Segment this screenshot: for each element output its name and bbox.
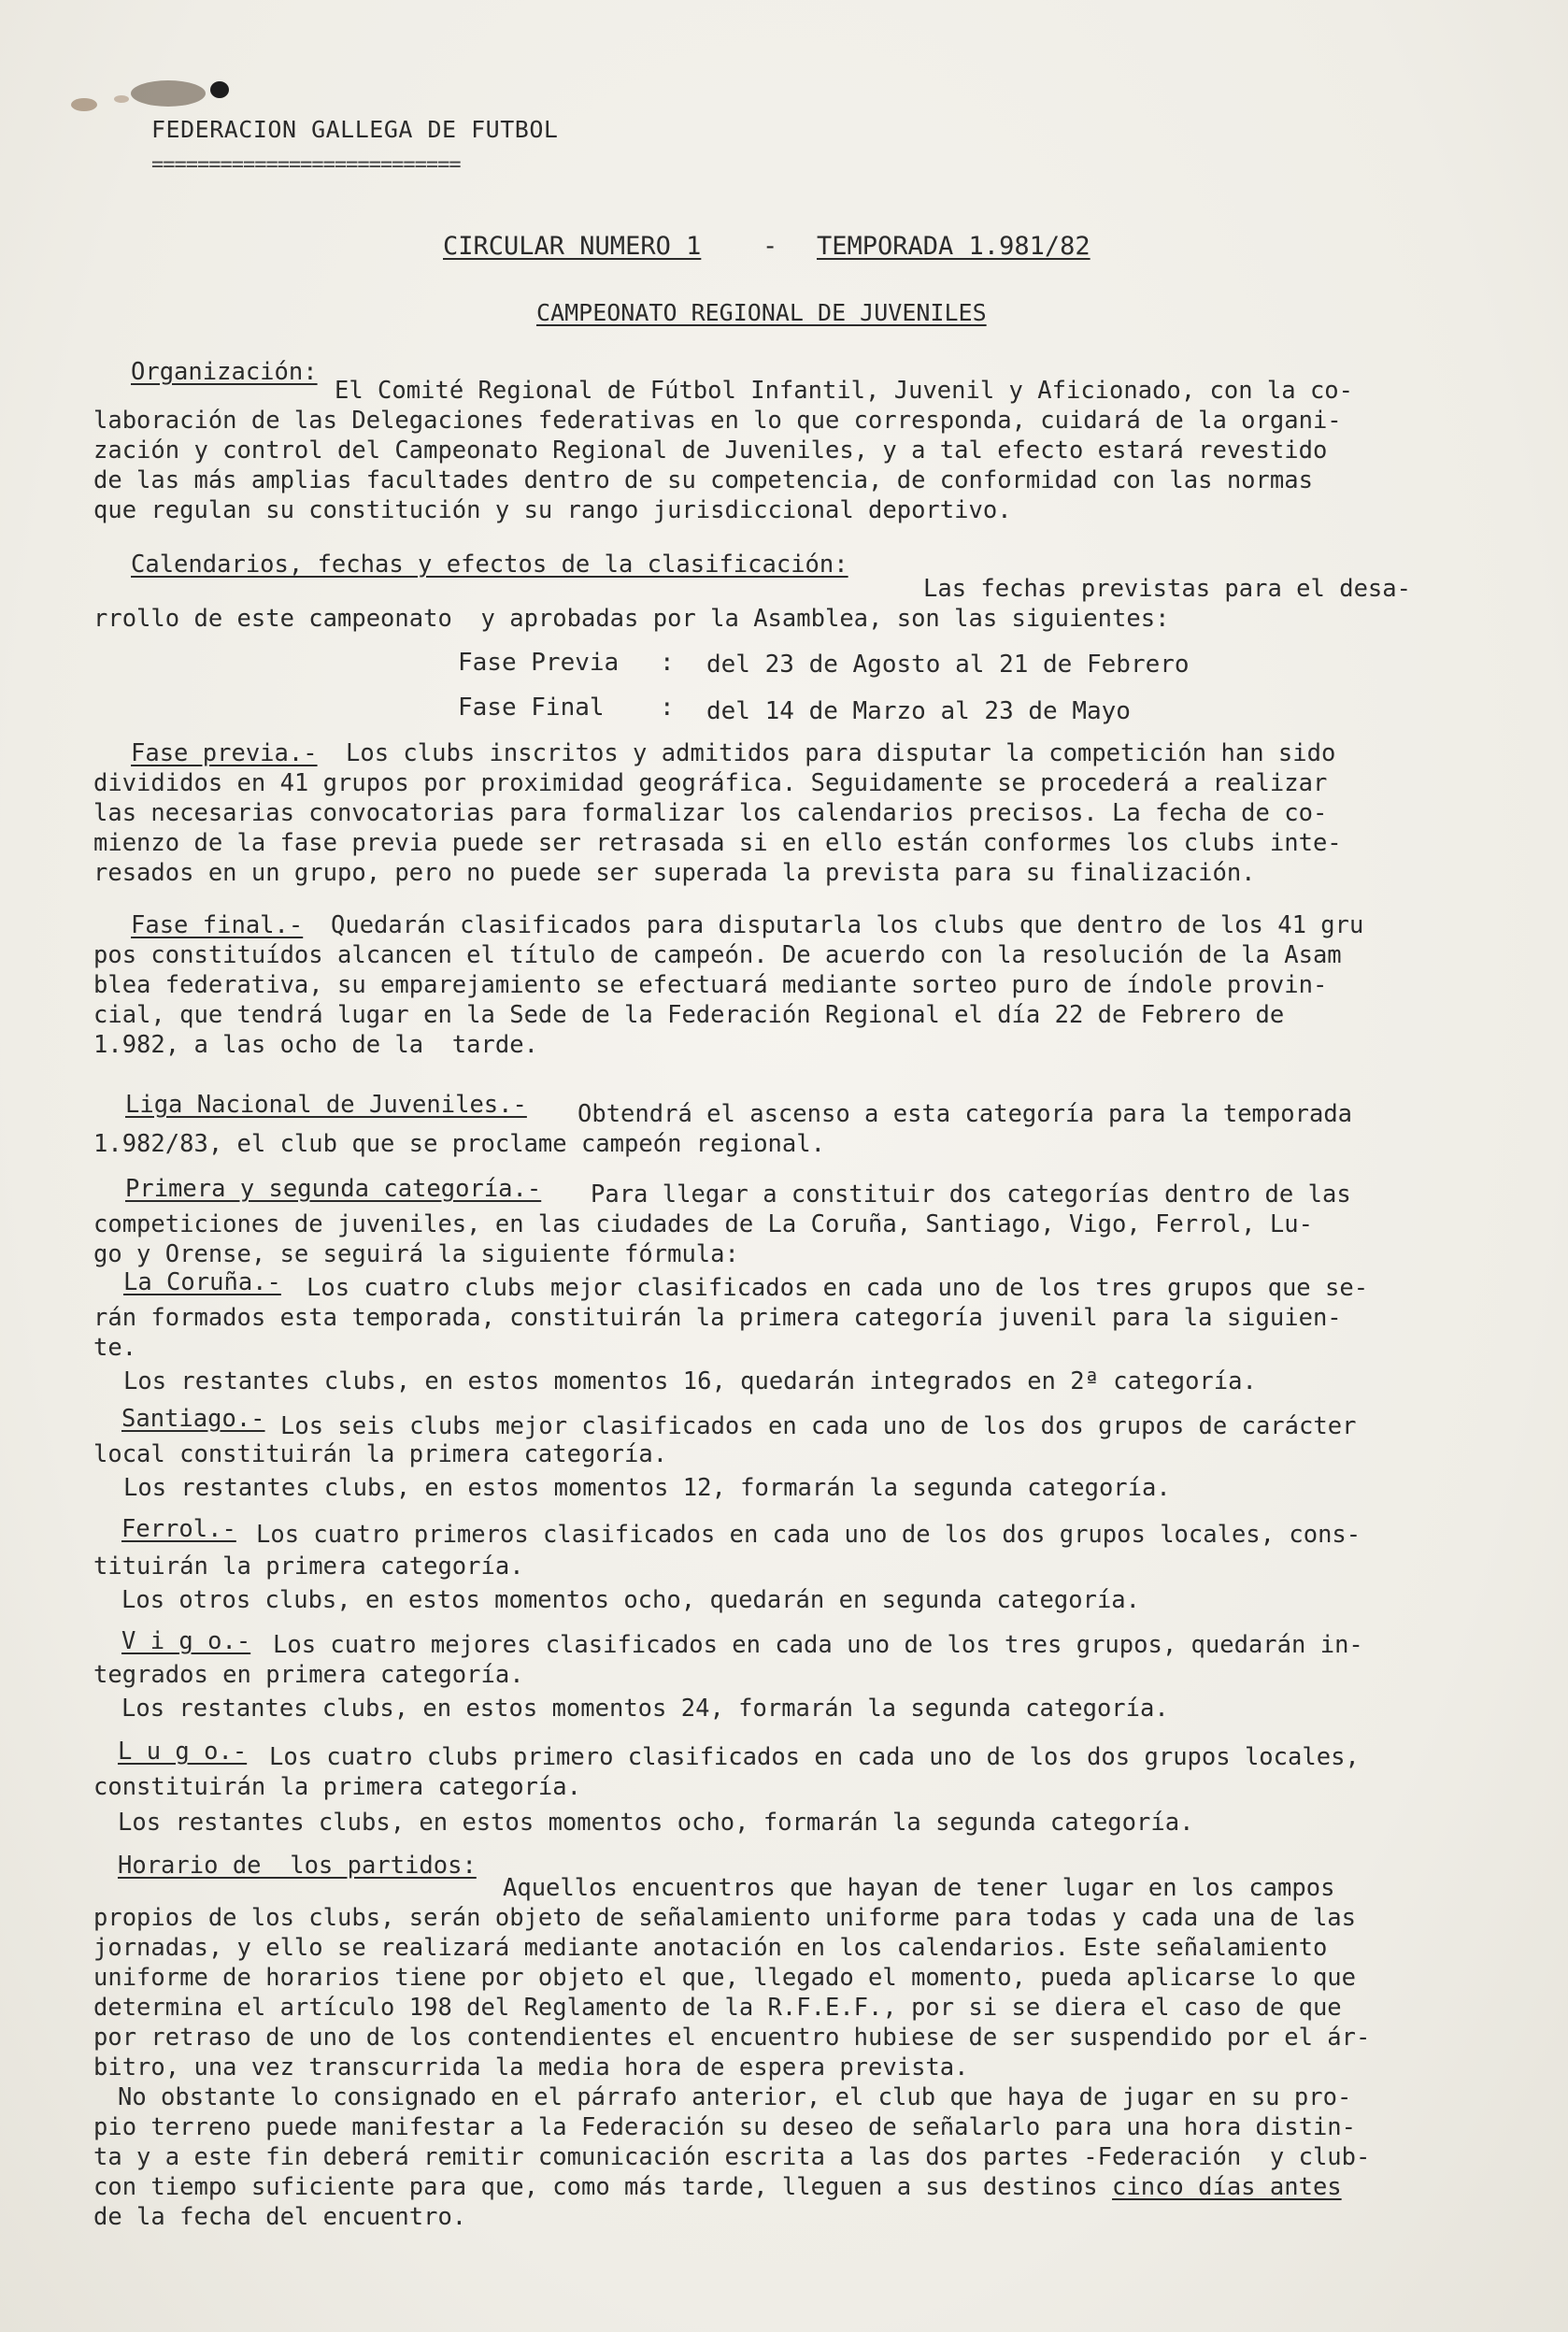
section-heading-categorias: Primera y segunda categoría.- (125, 1175, 542, 1203)
section-heading-fase-previa: Fase previa.- (131, 739, 318, 767)
document-title: CAMPEONATO REGIONAL DE JUVENILES (536, 299, 987, 326)
paragraph-line: tituirán la primera categoría. (93, 1552, 524, 1581)
paragraph-line: divididos en 41 grupos por proximidad geográfica. Seguidamente se procederá a realizar (93, 769, 1328, 797)
paragraph-line: 1.982, a las ocho de la tarde. (93, 1031, 538, 1059)
paragraph-line: Las fechas previstas para el desa- (923, 575, 1411, 603)
paragraph-line: te. (93, 1334, 137, 1362)
paragraph-line: de las más amplias facultades dentro de su competencia, de conformidad con las normas (93, 466, 1313, 494)
fase-final-dates: del 14 de Marzo al 23 de Mayo (706, 697, 1131, 725)
deadline-phrase: cinco días antes (1112, 2173, 1342, 2201)
paragraph-line: Los restantes clubs, en estos momentos ocho, formarán la segunda categoría. (118, 1809, 1194, 1837)
paragraph-line: que regulan su constitución y su rango jurisdiccional deportivo. (93, 496, 1012, 524)
section-heading-santiago: Santiago.- (121, 1405, 265, 1433)
paragraph-line: uniforme de horarios tiene por objeto el que, llegado el momento, pueda aplicarse lo que (93, 1964, 1357, 1992)
section-heading-calendarios: Calendarios, fechas y efectos de la clasificación: (131, 551, 848, 579)
circular-season: TEMPORADA 1.981/82 (817, 232, 1090, 261)
paragraph-line: Los cuatro clubs primero clasificados en cada uno de los dos grupos locales, (269, 1743, 1360, 1771)
paragraph-line: Obtendrá el ascenso a esta categoría para la temporada (577, 1100, 1353, 1128)
section-heading-lugo: L u g o.- (118, 1738, 248, 1766)
paragraph-line: Aquellos encuentros que hayan de tener lugar en los campos (503, 1874, 1335, 1902)
paragraph-line: Los otros clubs, en estos momentos ocho, quedarán en segunda categoría. (121, 1586, 1141, 1614)
section-heading-liga-nacional: Liga Nacional de Juveniles.- (125, 1091, 527, 1119)
paragraph-line: mienzo de la fase previa puede ser retrasada si en ello están conformes los clubs inte- (93, 829, 1342, 857)
circular-dash: - (763, 232, 778, 261)
fase-final-label: Fase Final (458, 694, 605, 722)
paragraph-line: blea federativa, su emparejamiento se efectuará mediante sorteo puro de índole provin- (93, 971, 1328, 999)
paragraph-line: tegrados en primera categoría. (93, 1661, 524, 1689)
paragraph-line: rán formados esta temporada, constituirán la primera categoría juvenil para la siguien- (93, 1304, 1342, 1332)
paragraph-line: Los cuatro clubs mejor clasificados en cada uno de los tres grupos que se- (306, 1274, 1369, 1302)
paragraph-line: rrollo de este campeonato y aprobadas por la Asamblea, son las siguientes: (93, 605, 1170, 633)
section-heading-la-coruna: La Coruña.- (123, 1268, 281, 1296)
paragraph-line: local constituirán la primera categoría. (93, 1440, 668, 1468)
paragraph-line: 1.982/83, el club que se proclame campeón regional. (93, 1130, 825, 1158)
paragraph-line: El Comité Regional de Fútbol Infantil, Juvenil y Aficionado, con la co- (335, 377, 1354, 405)
paragraph-line: pio terreno puede manifestar a la Federación su deseo de señalarlo para una hora distin- (93, 2113, 1357, 2141)
paragraph-line: Los cuatro primeros clasificados en cada uno de los dos grupos locales, cons- (256, 1521, 1361, 1549)
paragraph-line: las necesarias convocatorias para formalizar los calendarios precisos. La fecha de co- (93, 799, 1328, 827)
fase-previa-separator: : (660, 649, 675, 677)
paragraph-line: constituirán la primera categoría. (93, 1773, 581, 1801)
paragraph-line: Quedarán clasificados para disputarla los clubs que dentro de los 41 gru (331, 911, 1364, 939)
paragraph-line: con tiempo suficiente para que, como más tarde, lleguen a sus destinos cinco días antes (93, 2173, 1342, 2201)
section-heading-horario: Horario de los partidos: (118, 1852, 477, 1880)
organization-underline: =========================== (151, 153, 461, 177)
paragraph-line: Para llegar a constituir dos categorías dentro de las (591, 1180, 1351, 1209)
fase-previa-label: Fase Previa (458, 649, 620, 677)
paragraph-line: Los restantes clubs, en estos momentos 24, formarán la segunda categoría. (121, 1695, 1169, 1723)
paragraph-line: ta y a este fin deberá remitir comunicación escrita a las dos partes -Federación y club- (93, 2143, 1371, 2171)
paragraph-line: competiciones de juveniles, en las ciudades de La Coruña, Santiago, Vigo, Ferrol, Lu- (93, 1210, 1313, 1238)
paragraph-line: por retraso de uno de los contendientes el encuentro hubiese de ser suspendido por el ár- (93, 2024, 1371, 2052)
section-heading-ferrol: Ferrol.- (121, 1515, 236, 1543)
paragraph-line: Los clubs inscritos y admitidos para disputar la competición han sido (346, 739, 1336, 767)
paragraph-line: pos constituídos alcancen el título de campeón. De acuerdo con la resolución de la Asam (93, 941, 1342, 969)
paragraph-line: jornadas, y ello se realizará mediante anotación en los calendarios. Este señalamiento (93, 1934, 1328, 1962)
paragraph-line: Los seis clubs mejor clasificados en cada uno de los dos grupos de carácter (280, 1412, 1357, 1440)
fase-final-separator: : (660, 694, 675, 722)
paragraph-line: go y Orense, se seguirá la siguiente fórmula: (93, 1240, 739, 1268)
paragraph-line: laboración de las Delegaciones federativas en lo que corresponda, cuidará de la organi- (93, 407, 1342, 435)
circular-number: CIRCULAR NUMERO 1 (443, 232, 702, 261)
organization-name: FEDERACION GALLEGA DE FUTBOL (151, 116, 559, 143)
paragraph-line: No obstante lo consignado en el párrafo anterior, el club que haya de jugar en su pro- (118, 2083, 1352, 2111)
paragraph-line: bitro, una vez transcurrida la media hora de espera prevista. (93, 2053, 969, 2082)
paragraph-line: de la fecha del encuentro. (93, 2203, 467, 2231)
paragraph-line: propios de los clubs, serán objeto de señalamiento uniforme para todas y cada una de las (93, 1904, 1357, 1932)
paragraph-line: Los restantes clubs, en estos momentos 12, formarán la segunda categoría. (123, 1474, 1171, 1502)
paragraph-line: Los cuatro mejores clasificados en cada uno de los tres grupos, quedarán in- (273, 1631, 1363, 1659)
paragraph-line: determina el artículo 198 del Reglamento de la R.F.E.F., por si se diera el caso de que (93, 1994, 1342, 2022)
paragraph-line: zación y control del Campeonato Regional de Juveniles, y a tal efecto estará revestido (93, 436, 1328, 465)
paragraph-line: Los restantes clubs, en estos momentos 16, quedarán integrados en 2ª categoría. (123, 1367, 1257, 1395)
section-heading-organizacion: Organización: (131, 358, 318, 386)
paragraph-line: resados en un grupo, pero no puede ser superada la prevista para su finalización. (93, 859, 1256, 887)
paragraph-line: cial, que tendrá lugar en la Sede de la Federación Regional el día 22 de Febrero de (93, 1001, 1285, 1029)
fase-previa-dates: del 23 de Agosto al 21 de Febrero (706, 651, 1190, 679)
section-heading-vigo: V i g o.- (121, 1627, 251, 1655)
section-heading-fase-final: Fase final.- (131, 911, 304, 939)
